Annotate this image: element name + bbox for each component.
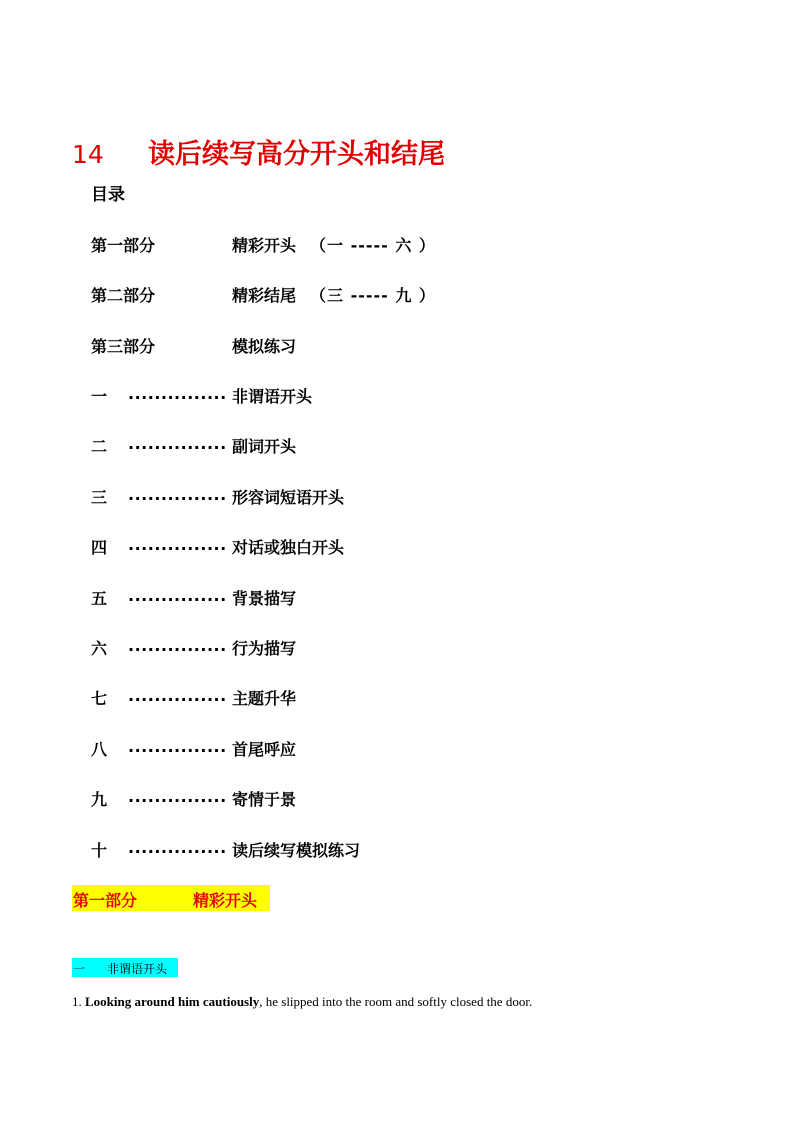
item-number: 九: [91, 790, 108, 809]
item-number: 一: [91, 387, 108, 406]
part-label: 第三部分: [91, 337, 156, 356]
item-name: 读后续写模拟练习: [232, 841, 361, 860]
item-leader-dots: ...............: [128, 787, 227, 806]
item-name: 首尾呼应: [232, 740, 297, 759]
example-bold-phrase: Looking around him cautiously: [85, 994, 260, 1009]
example-prefix: 1.: [72, 994, 85, 1009]
item-number: 三: [91, 488, 108, 507]
item-leader-dots: ...............: [128, 384, 227, 403]
part-label: 第二部分: [91, 286, 156, 305]
part-range: （一 ----- 六 ）: [310, 236, 436, 255]
item-name: 主题升华: [232, 689, 297, 708]
item-number: 五: [91, 589, 108, 608]
example-sentence: [72, 994, 532, 1010]
part-name: 模拟练习: [232, 337, 297, 356]
item-number: 八: [91, 740, 108, 759]
document-title: [72, 132, 445, 171]
item-leader-dots: ...............: [128, 535, 227, 554]
item-name: 副词开头: [232, 437, 297, 456]
item-name: 对话或独白开头: [232, 538, 345, 557]
item-number: 二: [91, 437, 108, 456]
section-label: 第一部分: [73, 891, 138, 910]
part-name: 精彩结尾: [232, 286, 297, 305]
example-rest: , he slipped into the room and softly closed the door.: [259, 994, 533, 1009]
section-name: 精彩开头: [193, 891, 258, 910]
part-range: （三 ----- 九 ）: [310, 286, 436, 305]
item-leader-dots: ...............: [128, 586, 227, 605]
item-name: 非谓语开头: [232, 387, 313, 406]
item-leader-dots: ...............: [128, 485, 227, 504]
item-leader-dots: ...............: [128, 737, 227, 756]
item-number: 七: [91, 689, 108, 708]
section-heading: [72, 885, 270, 911]
title-number: 14: [72, 140, 104, 169]
item-leader-dots: ...............: [128, 636, 227, 655]
item-name: 行为描写: [232, 639, 297, 658]
item-leader-dots: ...............: [128, 686, 227, 705]
item-name: 寄情于景: [232, 790, 297, 809]
item-leader-dots: ...............: [128, 434, 227, 453]
item-leader-dots: ...............: [128, 838, 227, 857]
subsection-heading: [72, 958, 178, 977]
subsection-name: 非谓语开头: [107, 962, 168, 976]
item-number: 四: [91, 538, 108, 557]
title-text: 读后续写高分开头和结尾: [148, 139, 445, 170]
subsection-number: 一: [73, 962, 86, 976]
toc-heading: 目录: [91, 185, 125, 205]
part-label: 第一部分: [91, 236, 156, 255]
item-name: 形容词短语开头: [232, 488, 345, 507]
item-number: 十: [91, 841, 108, 860]
item-number: 六: [91, 639, 108, 658]
part-name: 精彩开头: [232, 236, 297, 255]
item-name: 背景描写: [232, 589, 297, 608]
